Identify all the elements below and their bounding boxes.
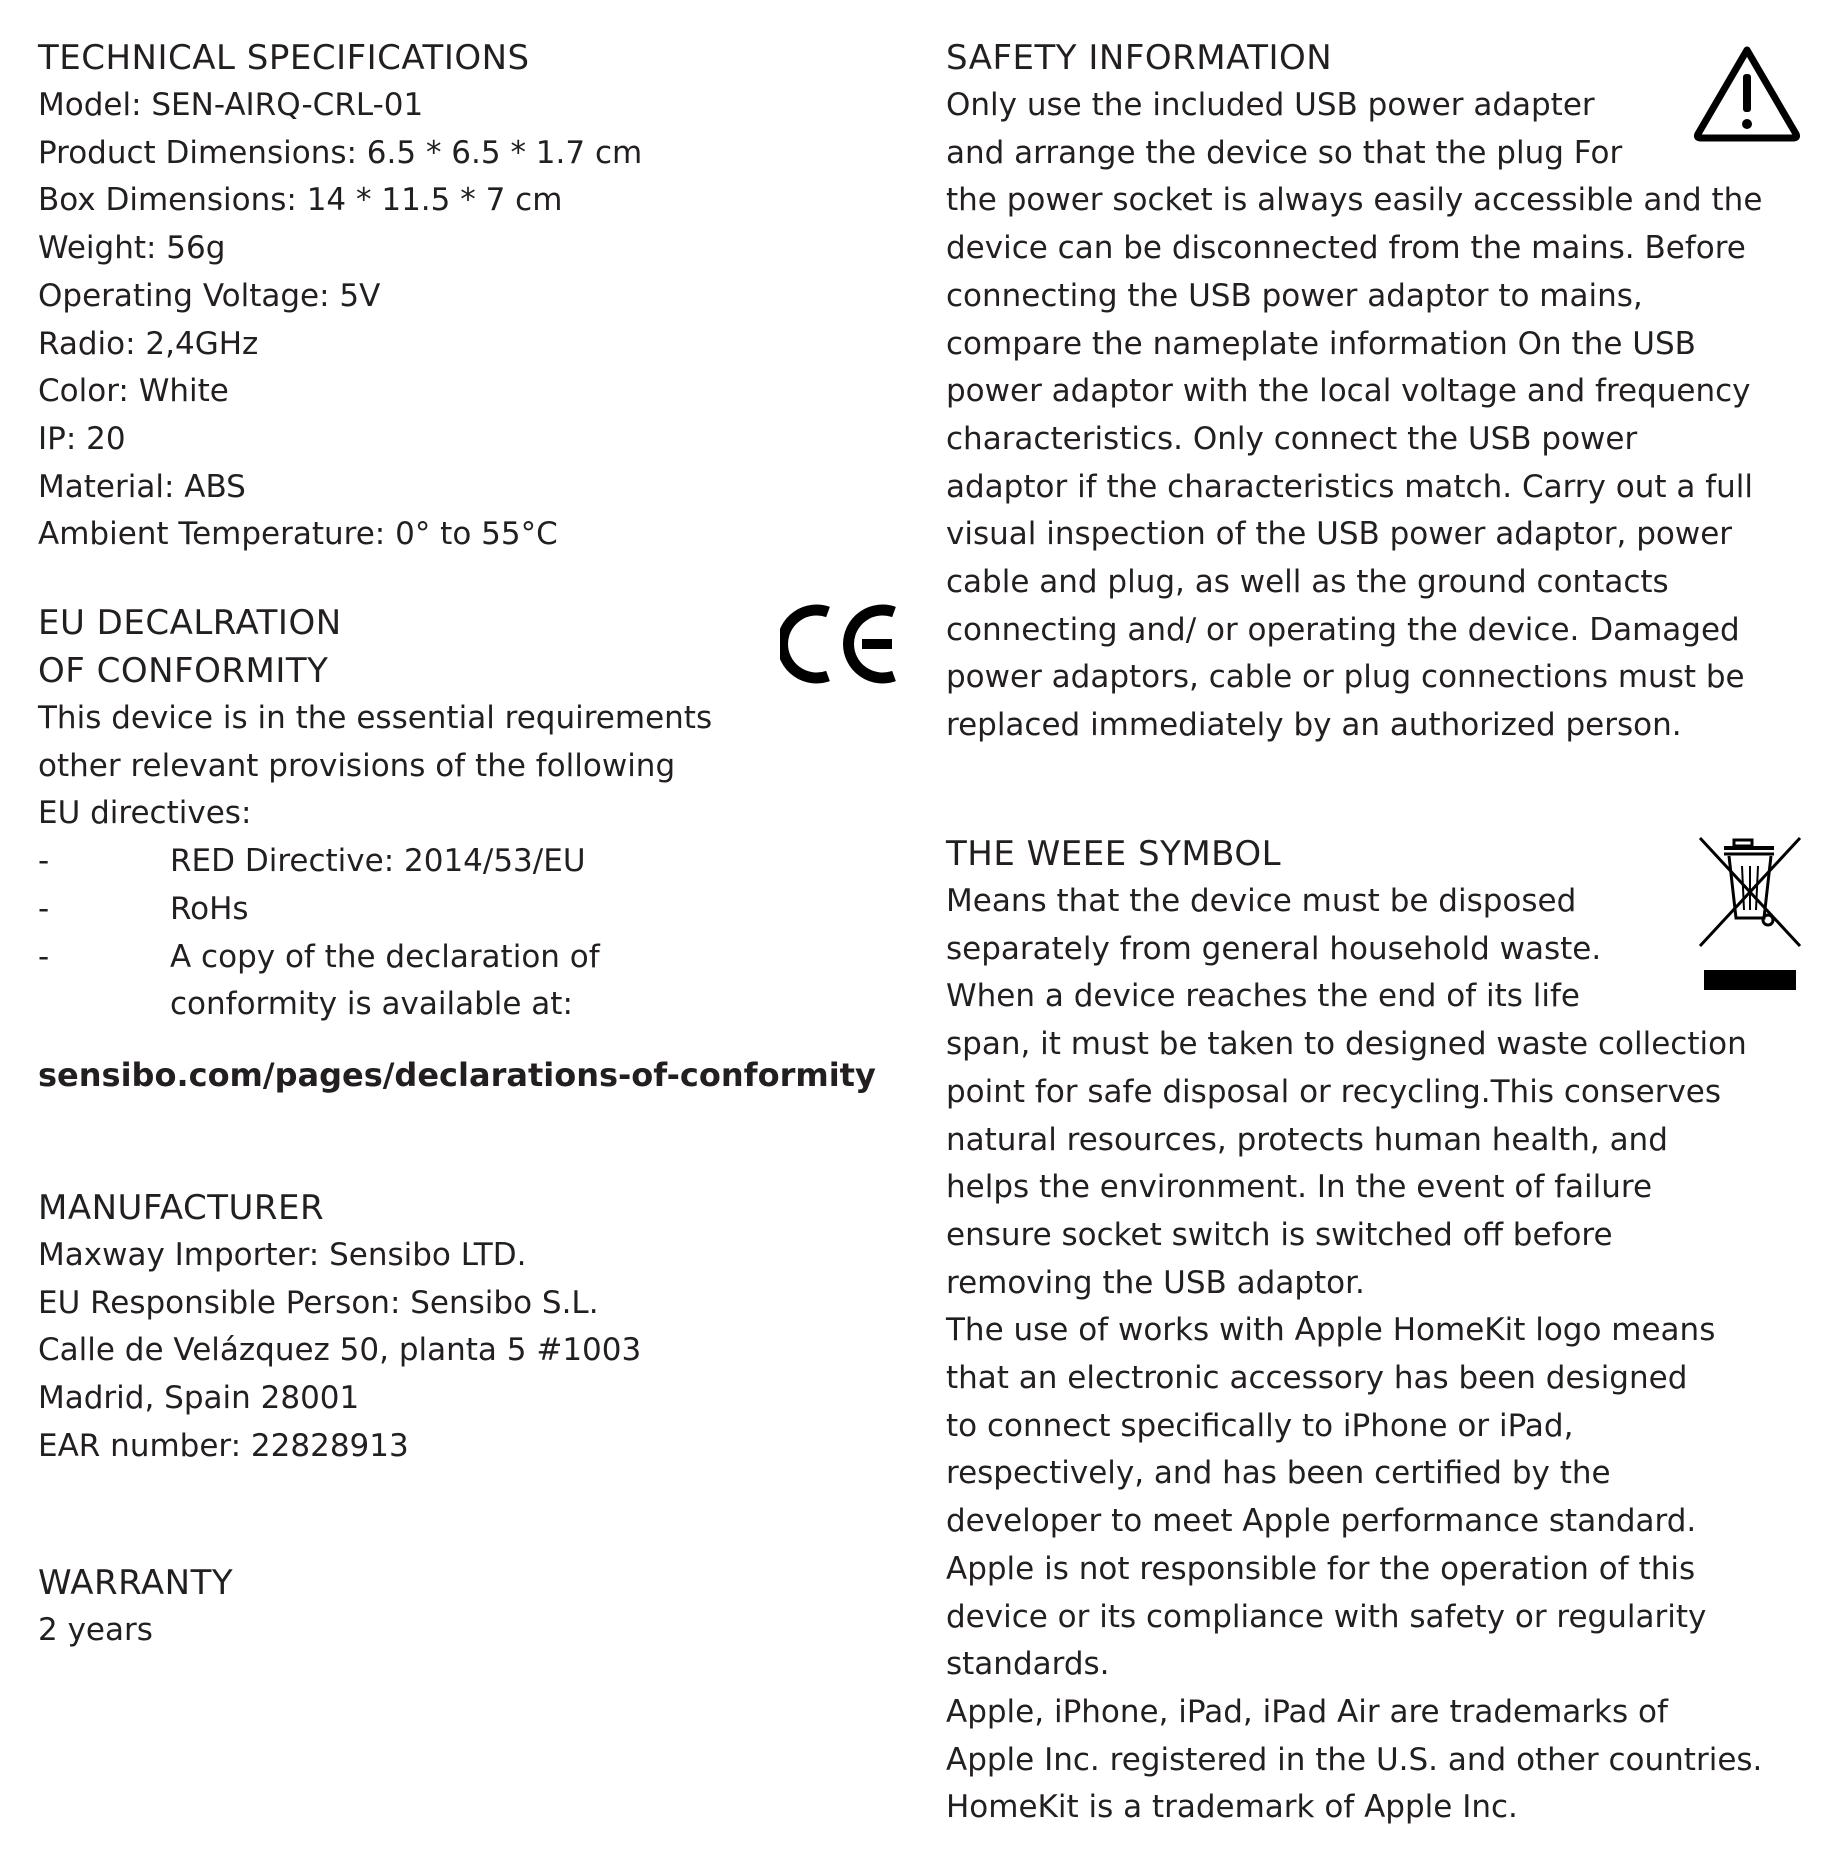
safety-text-line: Only use the included USB power adapter: [946, 87, 1595, 123]
safety-text-line: connecting and/ or operating the device. Damaged: [946, 611, 1740, 648]
safety-text-line: power adaptors, cable or plug connections must be: [946, 659, 1745, 696]
manufacturer-importer: Maxway Importer: Sensibo LTD.: [38, 1237, 527, 1273]
eu-declaration-body-line: other relevant provisions of the following: [38, 747, 676, 784]
safety-text-line: the power socket is always easily accessible and the: [946, 182, 1763, 219]
list-dash: -: [38, 843, 50, 880]
safety-text-line: device can be disconnected from the mains. Before: [946, 230, 1746, 267]
safety-text-line: replaced immediately by an authorized person.: [946, 707, 1682, 744]
spec-ip: IP: 20: [38, 420, 126, 457]
directive-item-copy-continued: [38, 981, 876, 1029]
safety-text-line: visual inspection of the USB power adaptor, power: [946, 516, 1733, 553]
homekit-text-line: respectively, and has been certified by the: [946, 1455, 1611, 1492]
eu-declaration-body-line: EU directives:: [38, 795, 252, 832]
manufacturer-ear-number: EAR number: 22828913: [38, 1427, 409, 1464]
weee-text-line: helps the environment. In the event of failure: [946, 1169, 1653, 1206]
technical-specifications-section: [38, 34, 642, 559]
weee-text-line: span, it must be taken to designed waste collection: [946, 1026, 1747, 1063]
safety-text-line: and arrange the device so that the plug For: [946, 134, 1623, 171]
weee-text-line: When a device reaches the end of its life: [946, 978, 1581, 1015]
directive-text: RoHs: [170, 890, 249, 927]
weee-text-line: removing the USB adaptor.: [946, 1264, 1365, 1301]
spec-product-dimensions: Product Dimensions: 6.5 * 6.5 * 1.7 cm: [38, 134, 643, 171]
spec-model: Model: SEN-AIRQ-CRL-01: [38, 87, 424, 123]
homekit-text-line: standards.: [946, 1646, 1110, 1683]
safety-text-line: power adaptor with the local voltage and frequency: [946, 373, 1751, 410]
directive-text: A copy of the declaration of: [170, 938, 600, 975]
spec-ambient-temperature: Ambient Temperature: 0° to 55°C: [38, 516, 558, 553]
trademark-text-line: Apple, iPhone, iPad, iPad Air are trademarks of: [946, 1693, 1668, 1730]
safety-information-section: [946, 34, 1762, 750]
list-dash: -: [38, 890, 50, 927]
warranty-section: [38, 1559, 233, 1655]
safety-text-line: compare the nameplate information On the USB: [946, 325, 1696, 362]
directive-text: conformity is available at:: [170, 986, 573, 1023]
directive-item-rohs: [38, 886, 876, 934]
crossed-out-wheelie-bin-icon: [1696, 834, 1804, 990]
eu-declaration-heading-line-2: OF CONFORMITY: [38, 651, 329, 691]
spec-box-dimensions: Box Dimensions: 14 * 11.5 * 7 cm: [38, 182, 563, 219]
weee-text-line: ensure socket switch is switched off before: [946, 1216, 1613, 1253]
homekit-text-line: Apple is not responsible for the operation of this: [946, 1550, 1696, 1587]
directive-item-red: [38, 838, 876, 886]
manufacturer-heading: MANUFACTURER: [38, 1188, 325, 1228]
declaration-url-link[interactable]: sensibo.com/pages/declarations-of-conformity: [38, 1055, 876, 1094]
safety-text-line: connecting the USB power adaptor to mains,: [946, 277, 1643, 314]
safety-text-line: adaptor if the characteristics match. Carry out a full: [946, 468, 1753, 505]
warranty-heading: WARRANTY: [38, 1563, 234, 1603]
homekit-text-line: The use of works with Apple HomeKit logo means: [946, 1312, 1716, 1349]
weee-symbol-section: [946, 830, 1762, 1832]
weee-text-line: natural resources, protects human health, and: [946, 1121, 1668, 1158]
homekit-text-line: to connect specifically to iPhone or iPad,: [946, 1407, 1574, 1444]
manufacturer-eu-responsible-person: EU Responsible Person: Sensibo S.L.: [38, 1284, 599, 1321]
homekit-text-line: device or its compliance with safety or regularity: [946, 1598, 1707, 1635]
homekit-text-line: that an electronic accessory has been designed: [946, 1360, 1688, 1397]
spec-material: Material: ABS: [38, 468, 246, 505]
warranty-duration: 2 years: [38, 1612, 153, 1648]
trademark-text-line: Apple Inc. registered in the U.S. and other countries.: [946, 1741, 1763, 1778]
eu-declaration-body-line: This device is in the essential requirements: [38, 700, 713, 736]
directive-text: RED Directive: 2014/53/EU: [170, 843, 586, 880]
eu-declaration-heading-line-1: EU DECALRATION: [38, 603, 342, 643]
trademark-text-line: HomeKit is a trademark of Apple Inc.: [946, 1789, 1518, 1826]
eu-declaration-section: [38, 599, 876, 1099]
technical-specifications-heading: TECHNICAL SPECIFICATIONS: [38, 38, 530, 78]
list-dash: -: [38, 938, 50, 975]
directive-item-copy: [38, 934, 876, 982]
warning-triangle-icon: [1692, 44, 1802, 142]
safety-information-heading: SAFETY INFORMATION: [946, 38, 1333, 78]
spec-radio: Radio: 2,4GHz: [38, 325, 259, 362]
safety-text-line: characteristics. Only connect the USB power: [946, 420, 1638, 457]
list-dash-spacer: [38, 981, 170, 1029]
weee-text-line: Means that the device must be disposed: [946, 883, 1577, 919]
weee-text-line: point for safe disposal or recycling.This conserves: [946, 1073, 1722, 1110]
homekit-text-line: developer to meet Apple performance standard.: [946, 1503, 1697, 1540]
spec-color: Color: White: [38, 373, 229, 410]
spec-weight: Weight: 56g: [38, 230, 226, 267]
weee-symbol-heading: THE WEEE SYMBOL: [946, 834, 1282, 874]
manufacturer-address-city: Madrid, Spain 28001: [38, 1380, 360, 1417]
safety-text-line: cable and plug, as well as the ground contacts: [946, 564, 1669, 601]
spec-operating-voltage: Operating Voltage: 5V: [38, 277, 381, 314]
ce-mark-icon: [780, 600, 900, 688]
weee-text-line: separately from general household waste.: [946, 930, 1602, 967]
manufacturer-address-street: Calle de Velázquez 50, planta 5 #1003: [38, 1332, 642, 1369]
manufacturer-section: [38, 1184, 641, 1471]
